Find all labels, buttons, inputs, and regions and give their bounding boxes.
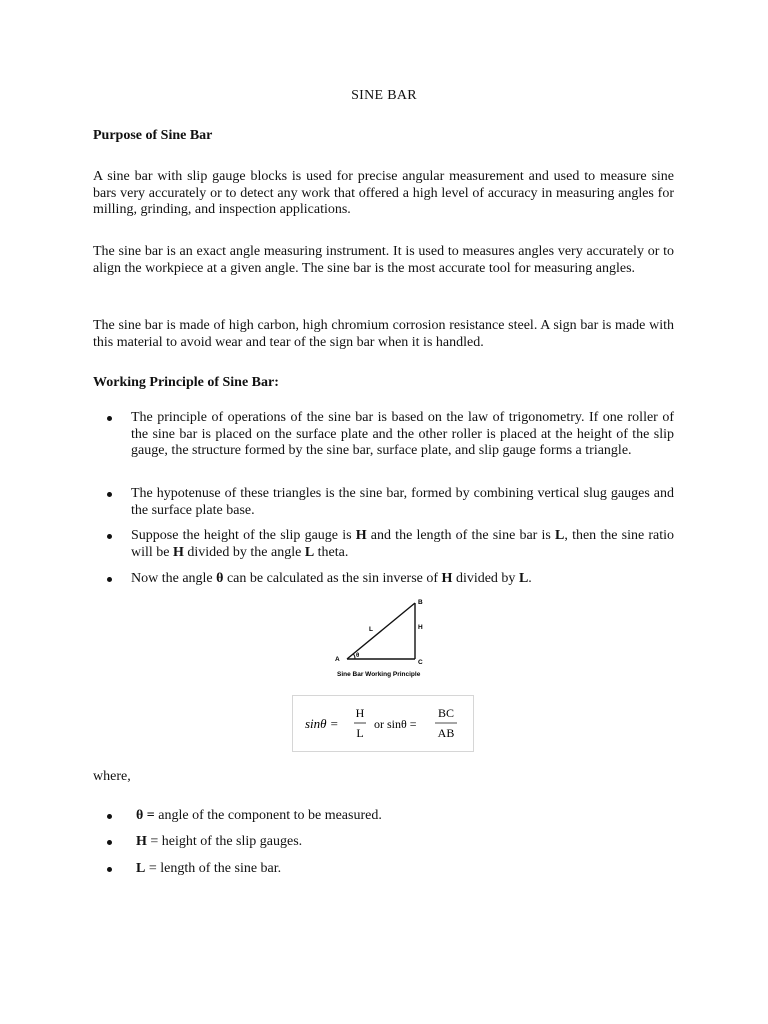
definition-description: angle of the component to be measured. — [154, 808, 382, 823]
formula-middle: or sinθ = — [374, 717, 417, 731]
principle-bullet-text — [131, 410, 674, 460]
purpose-heading: Purpose of Sine Bar — [93, 128, 213, 143]
text-run: , then the sine ratio will be — [131, 528, 675, 560]
definition-text — [136, 861, 536, 878]
sine-formula-box — [292, 695, 474, 752]
bullet-dot — [107, 867, 112, 872]
purpose-paragraph-2: The sine bar is an exact angle measuring instrument. It is used to measures angles very accurately or to align the workpiece at a given angle. The sine bar is the most accurate tool for measuring angles. — [93, 244, 674, 276]
text-run: theta. — [314, 544, 349, 560]
angle-label-theta: θ — [356, 653, 360, 659]
definition-symbol: θ = — [136, 808, 155, 823]
document-title: SINE BAR — [351, 88, 417, 103]
side-label-l: L — [369, 626, 373, 633]
formula-numerator-h: H — [355, 706, 365, 720]
definition-description: = height of the slip gauges. — [146, 834, 303, 849]
vertex-label-a: A — [335, 656, 340, 663]
bullet-dot — [107, 814, 112, 819]
bold-symbol: H — [355, 528, 367, 543]
definition-text — [136, 834, 536, 851]
text-run: divided by the angle — [183, 544, 305, 560]
bullet-dot — [107, 534, 112, 539]
formula-denominator-ab: AB — [437, 726, 455, 740]
text-run: The hypotenuse of these triangles is the sine bar, formed by combining vertical slug gauges and the surface plate base. — [131, 486, 674, 518]
text-run: and the length of the sine bar is — [366, 528, 556, 543]
figure-caption: Sine Bar Working Principle — [337, 671, 421, 678]
bold-symbol: L — [555, 528, 565, 543]
bullet-dot — [107, 840, 112, 845]
principle-bullet-text — [131, 571, 674, 588]
bold-symbol: L — [518, 571, 529, 586]
text-run: divided by — [452, 571, 519, 586]
text-run: Suppose the height of the slip gauge is — [131, 528, 356, 543]
definition-symbol: H — [136, 834, 147, 849]
principle-heading: Working Principle of Sine Bar: — [93, 375, 279, 390]
text-run: Now the angle — [131, 571, 217, 586]
angle-arc — [354, 654, 356, 659]
bold-symbol: L — [304, 544, 315, 560]
definition-text — [136, 808, 536, 825]
formula-lhs: sinθ = — [305, 716, 339, 731]
sine-bar-diagram — [325, 597, 487, 685]
principle-bullet-text — [131, 528, 674, 561]
side-label-h: H — [418, 624, 423, 631]
bold-symbol: θ — [216, 571, 224, 586]
definition-description: = length of the sine bar. — [145, 861, 282, 876]
bold-symbol: H — [173, 544, 184, 560]
sine-formula-svg — [293, 696, 473, 751]
sine-bar-triangle-svg — [325, 597, 487, 685]
where-label: where, — [93, 769, 131, 784]
formula-numerator-bc: BC — [437, 706, 455, 720]
vertex-label-b: B — [418, 599, 423, 606]
purpose-paragraph-3: The sine bar is made of high carbon, high chromium corrosion resistance steel. A sign bar is made with this material to avoid wear and tear of the sign bar when it is handled. — [93, 318, 674, 350]
text-run: can be calculated as the sin inverse of — [223, 571, 442, 586]
text-run: The principle of operations of the sine bar is based on the law of trigonometry. If one roller of the sine bar is placed on the surface plate and the other roller is placed at the height of the slip gauge, the structure formed by the sine bar, surface plate, and slip gauge forms a triangle. — [131, 410, 674, 458]
text-run: . — [528, 571, 532, 586]
principle-bullet-text — [131, 486, 674, 519]
formula-denominator-l: L — [356, 726, 364, 740]
bold-symbol: H — [441, 571, 453, 586]
hypotenuse-line-ab — [347, 603, 415, 659]
purpose-paragraph-1: A sine bar with slip gauge blocks is used for precise angular measurement and used to measure sine bars very accurately or to detect any work that offered a high level of accuracy in measuring angles for milling, grinding, and inspection applications. — [93, 169, 674, 217]
definition-symbol: L — [136, 861, 146, 876]
bullet-dot — [107, 416, 112, 421]
bullet-dot — [107, 577, 112, 582]
bullet-dot — [107, 492, 112, 497]
vertex-label-c: C — [418, 659, 423, 666]
